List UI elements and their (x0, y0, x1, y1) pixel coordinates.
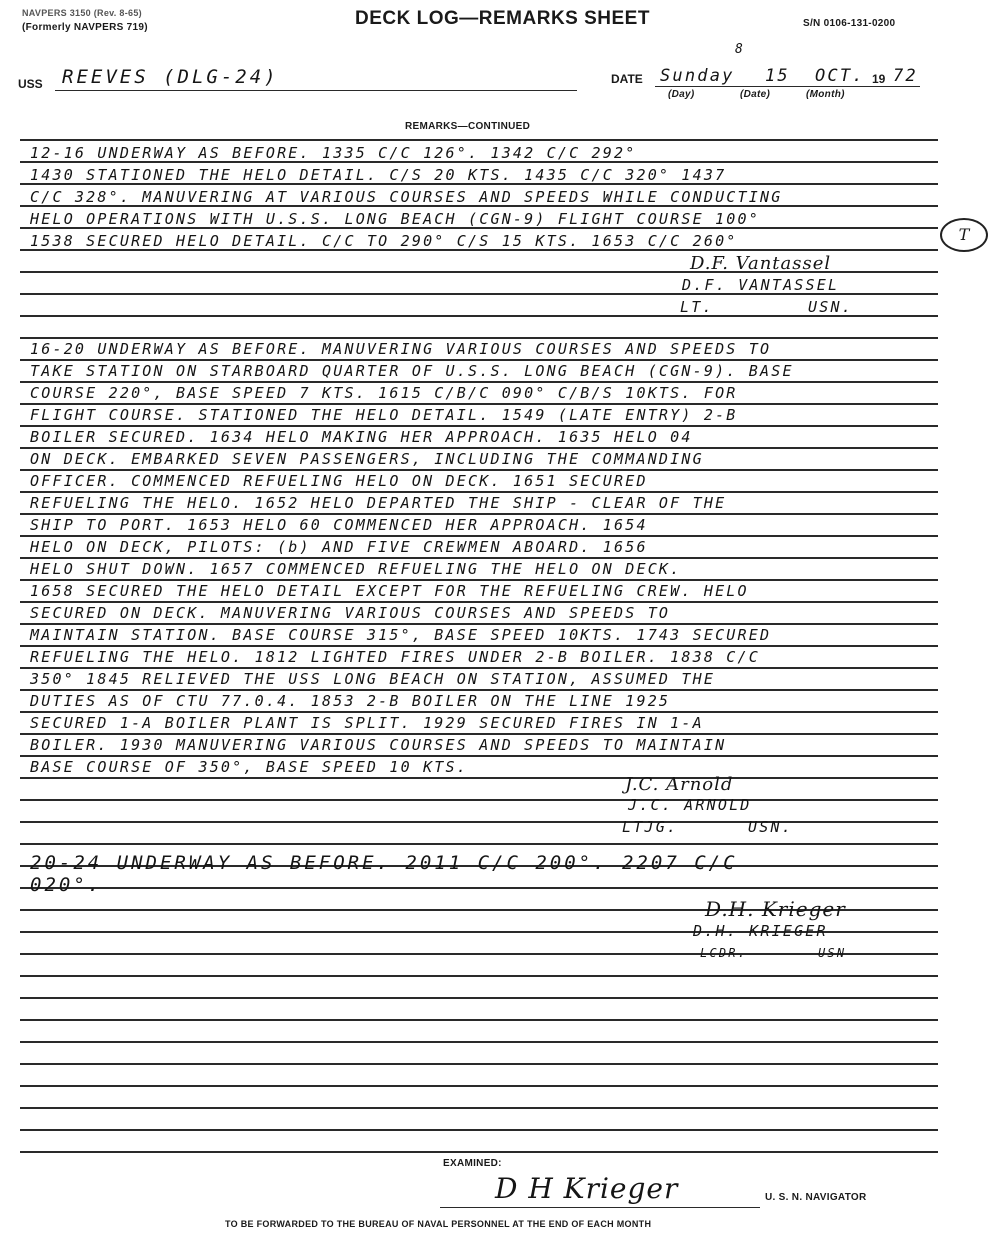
ruled-line (20, 491, 938, 493)
ruled-line (20, 359, 938, 361)
ruled-line (20, 689, 938, 691)
ruled-line (20, 755, 938, 757)
ruled-line (20, 1085, 938, 1087)
ruled-line (20, 843, 938, 845)
log-line: SHIP TO PORT. 1653 HELO 60 COMMENCED HER APPROACH. 1654 (30, 516, 648, 534)
log-line: 020°. (30, 874, 103, 896)
forwarding-note: TO BE FORWARDED TO THE BUREAU OF NAVAL PERSONNEL AT THE END OF EACH MONTH (225, 1219, 652, 1229)
log-line: BOILER SECURED. 1634 HELO MAKING HER APPROACH. 1635 HELO 04 (30, 428, 693, 446)
date-label: DATE (611, 72, 643, 86)
officer-name: D.F. VANTASSEL (682, 276, 840, 294)
log-line: BASE COURSE OF 350°, BASE SPEED 10 KTS. (30, 758, 468, 776)
ruled-line (20, 953, 938, 955)
form-number: NAVPERS 3150 (Rev. 8-65) (22, 8, 142, 18)
log-line: FLIGHT COURSE. STATIONED THE HELO DETAIL. 1549 (LATE ENTRY) 2-B (30, 406, 738, 424)
log-line: 20-24 UNDERWAY AS BEFORE. 2011 C/C 200°. 2207 C/C (30, 852, 738, 874)
officer-signature: D.H. Krieger (705, 897, 846, 921)
ruled-line (20, 887, 938, 889)
ship-name: REEVES (DLG-24) (62, 66, 279, 88)
officer-signature: J.C. Arnold (625, 774, 734, 795)
ruled-line (20, 1151, 938, 1153)
officer-service: USN. (748, 818, 793, 836)
ruled-line (20, 975, 938, 977)
log-line: MAINTAIN STATION. BASE COURSE 315°, BASE SPEED 10KTS. 1743 SECURED (30, 626, 772, 644)
log-line: BOILER. 1930 MANUVERING VARIOUS COURSES AND SPEEDS TO MAINTAIN (30, 736, 727, 754)
log-line: REFUELING THE HELO. 1652 HELO DEPARTED THE SHIP - CLEAR OF THE (30, 494, 727, 512)
ruled-line (20, 579, 938, 581)
date-caption: (Date) (740, 89, 771, 100)
log-line: COURSE 220°, BASE SPEED 7 KTS. 1615 C/B/C 090° C/B/S 10KTS. FOR (30, 384, 738, 402)
date-date: 15 (765, 66, 790, 86)
ruled-line (20, 1129, 938, 1131)
serial-number: S/N 0106-131-0200 (803, 18, 896, 29)
officer-service: USN. (808, 298, 853, 316)
log-line: 1430 STATIONED THE HELO DETAIL. C/S 20 KTS. 1435 C/C 320° 1437 (30, 166, 727, 184)
ship-underline (55, 90, 577, 91)
day-caption: (Day) (668, 89, 695, 100)
uss-label: USS (18, 77, 43, 91)
officer-name: D.H. KRIEGER (693, 922, 828, 940)
officer-signature: D.F. Vantassel (690, 253, 832, 274)
remarks-heading: REMARKS—CONTINUED (405, 121, 531, 132)
ruled-line (20, 645, 938, 647)
page-number: 8 (735, 42, 746, 57)
log-line: REFUELING THE HELO. 1812 LIGHTED FIRES UNDER 2-B BOILER. 1838 C/C (30, 648, 760, 666)
navigator-signature: D H Krieger (495, 1172, 679, 1205)
ruled-line (20, 997, 938, 999)
ruled-line (20, 381, 938, 383)
log-line: HELO ON DECK, PILOTS: (b) AND FIVE CREWMEN ABOARD. 1656 (30, 538, 648, 556)
ruled-line (20, 1041, 938, 1043)
navigator-underline (440, 1207, 760, 1208)
log-line: 350° 1845 RELIEVED THE USS LONG BEACH ON STATION, ASSUMED THE (30, 670, 716, 688)
initials-circle: T (940, 218, 988, 252)
date-underline (655, 86, 920, 87)
ruled-line (20, 1063, 938, 1065)
log-line: 12-16 UNDERWAY AS BEFORE. 1335 C/C 126°. 1342 C/C 292° (30, 144, 637, 162)
examined-label: EXAMINED: (443, 1158, 502, 1169)
log-line: DUTIES AS OF CTU 77.0.4. 1853 2-B BOILER ON THE LINE 1925 (30, 692, 671, 710)
date-year-prefix: 19 (872, 72, 886, 86)
ruled-line (20, 337, 938, 339)
ruled-line (20, 1019, 938, 1021)
log-line: TAKE STATION ON STARBOARD QUARTER OF U.S.S. LONG BEACH (CGN-9). BASE (30, 362, 794, 380)
navigator-label: U. S. N. NAVIGATOR (765, 1192, 867, 1203)
officer-name: J.C. ARNOLD (628, 796, 752, 814)
page-title: DECK LOG—REMARKS SHEET (355, 8, 650, 29)
log-line: SECURED 1-A BOILER PLANT IS SPLIT. 1929 SECURED FIRES IN 1-A (30, 714, 704, 732)
officer-rank: LT. (680, 298, 714, 316)
log-line: 1538 SECURED HELO DETAIL. C/C TO 290° C/S 15 KTS. 1653 C/C 260° (30, 232, 738, 250)
ruled-line (20, 623, 938, 625)
log-line: SECURED ON DECK. MANUVERING VARIOUS COURSES AND SPEEDS TO (30, 604, 671, 622)
ruled-line (20, 601, 938, 603)
officer-service: USN (818, 946, 847, 960)
log-line: HELO OPERATIONS WITH U.S.S. LONG BEACH (CGN-9) FLIGHT COURSE 100° (30, 210, 760, 228)
ruled-line (20, 535, 938, 537)
ruled-line (20, 799, 938, 801)
ruled-line (20, 821, 938, 823)
ruled-line (20, 667, 938, 669)
date-month: OCT. (815, 66, 865, 86)
log-line: OFFICER. COMMENCED REFUELING HELO ON DECK. 1651 SECURED (30, 472, 648, 490)
log-line: 16-20 UNDERWAY AS BEFORE. MANUVERING VARIOUS COURSES AND SPEEDS TO (30, 340, 772, 358)
officer-rank: LCDR. (700, 946, 748, 960)
log-line: HELO SHUT DOWN. 1657 COMMENCED REFUELING THE HELO ON DECK. (30, 560, 682, 578)
log-line: C/C 328°. MANUVERING AT VARIOUS COURSES AND SPEEDS WHILE CONDUCTING (30, 188, 783, 206)
ruled-line (20, 711, 938, 713)
month-caption: (Month) (806, 89, 845, 100)
officer-rank: LTJG. (622, 818, 679, 836)
ruled-line (20, 315, 938, 317)
date-year: 72 (893, 66, 918, 86)
ruled-line (20, 403, 938, 405)
ruled-line (20, 469, 938, 471)
ruled-line (20, 1107, 938, 1109)
log-line: ON DECK. EMBARKED SEVEN PASSENGERS, INCLUDING THE COMMANDING (30, 450, 704, 468)
date-day: Sunday (660, 66, 735, 86)
log-line: 1658 SECURED THE HELO DETAIL EXCEPT FOR THE REFUELING CREW. HELO (30, 582, 749, 600)
ruled-line (20, 447, 938, 449)
ruled-line (20, 733, 938, 735)
ruled-line (20, 139, 938, 141)
ruled-line (20, 513, 938, 515)
ruled-line (20, 557, 938, 559)
formerly-note: (Formerly NAVPERS 719) (22, 22, 148, 33)
ruled-line (20, 777, 938, 779)
ruled-line (20, 425, 938, 427)
